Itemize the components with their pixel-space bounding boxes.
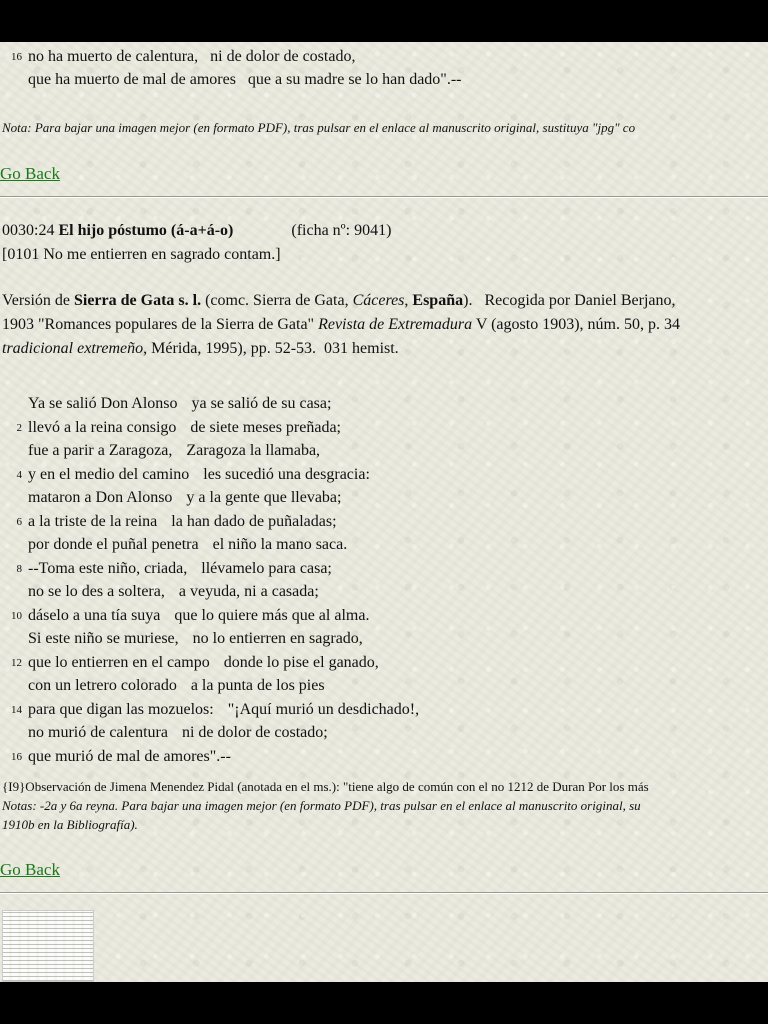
verse-number: 10 xyxy=(11,609,22,622)
entry-id: 0030:24 xyxy=(2,222,55,239)
second-hemistich: y a la gente que llevaba; xyxy=(186,489,342,506)
poem-line xyxy=(0,698,419,721)
poem-line xyxy=(0,745,245,768)
first-hemistich: --Toma este niño, criada, xyxy=(28,559,188,577)
first-hemistich: por donde el puñal penetra xyxy=(28,536,199,553)
first-hemistich: Si este niño se muriese, xyxy=(28,630,179,647)
poem-line xyxy=(0,533,347,556)
second-hemistich: Zaragoza la llamaba, xyxy=(186,442,321,459)
verse-number: 12 xyxy=(11,656,22,669)
top-black-bar xyxy=(0,0,768,42)
first-hemistich: llevó a la reina consigo xyxy=(28,418,177,436)
second-hemistich: "¡Aquí murió un desdichado!, xyxy=(227,700,420,718)
poem-line xyxy=(0,651,379,674)
poem-line xyxy=(0,463,370,486)
second-hemistich: ni de dolor de costado; xyxy=(181,724,328,741)
first-hemistich: y en el medio del camino xyxy=(28,465,190,483)
verse-number: 4 xyxy=(16,468,22,481)
verse-number: 2 xyxy=(16,421,22,434)
second-hemistich: a la punta de los pies xyxy=(190,677,325,694)
poem-line xyxy=(0,510,337,533)
bottom-black-bar xyxy=(0,982,768,1024)
second-hemistich: llévamelo para casa; xyxy=(201,559,332,577)
poem-line xyxy=(0,392,331,415)
poem-line xyxy=(0,557,332,580)
pdf-note: Nota: Para bajar una imagen mejor (en formato PDF), tras pulsar en el enlace al manuscrito original, sustituya "jpg" co xyxy=(2,120,636,135)
entry-header xyxy=(2,219,391,243)
poem-line xyxy=(0,416,341,439)
divider xyxy=(0,892,768,894)
notes-line-2: 1910b en la Bibliografía). xyxy=(2,817,138,832)
notes-line-1: Notas: -2a y 6a reyna. Para bajar una imagen mejor (en formato PDF), tras pulsar en el enlace al manuscrito original, su xyxy=(2,798,641,813)
verse-number: 16 xyxy=(11,750,22,763)
first-hemistich: fue a parir a Zaragoza, xyxy=(28,442,173,459)
first-hemistich: no se lo des a soltera, xyxy=(28,583,165,600)
poem-line xyxy=(0,674,325,697)
second-hemistich: el niño la mano saca. xyxy=(212,536,348,553)
poem-line xyxy=(0,721,328,744)
first-hemistich: para que digan las mozuelos: xyxy=(28,700,214,718)
poem-line xyxy=(0,604,369,627)
first-hemistich: con un letrero colorado xyxy=(28,677,177,694)
poem-line xyxy=(0,439,320,462)
verse-number: 6 xyxy=(16,515,22,528)
second-hemistich: donde lo pise el ganado, xyxy=(223,653,379,671)
manuscript-thumbnail[interactable] xyxy=(2,910,94,982)
second-hemistich: no lo entierren en sagrado, xyxy=(192,630,363,647)
second-hemistich: les sucedió una desgracia: xyxy=(203,465,370,483)
observation-note: {I9}Observación de Jimena Menendez Pidal (anotada en el ms.): "tiene algo de común con el no 1212 de Duran Por los más xyxy=(2,779,649,794)
verse-line: que ha muerto de mal de amores que a su madre se lo han dado".-- xyxy=(28,71,462,88)
entry-title: El hijo póstumo (á-a+á-o) xyxy=(58,222,234,239)
second-hemistich: ya se salió de su casa; xyxy=(191,395,332,412)
entry-ficha: (ficha nº: 9041) xyxy=(291,222,392,239)
go-back-link[interactable]: Go Back xyxy=(0,164,60,183)
verse-line: 16 no ha muerto de calentura, ni de dolor de costado, xyxy=(11,48,356,65)
poem-line xyxy=(0,486,341,509)
version-line-2: 1903 "Romances populares de la Sierra de Gata" Revista de Extremadura V (agosto 1903), núm. 50, p. 34 xyxy=(2,316,680,333)
first-hemistich: mataron a Don Alonso xyxy=(28,489,173,506)
verse-number: 14 xyxy=(11,703,22,716)
poem-line xyxy=(0,580,319,603)
first-hemistich: no murió de calentura xyxy=(28,724,168,741)
second-hemistich: que lo quiere más que al alma. xyxy=(174,606,370,624)
divider xyxy=(0,196,768,198)
poem-line xyxy=(0,627,363,650)
second-hemistich: la han dado de puñaladas; xyxy=(171,512,337,530)
first-hemistich: dáselo a una tía suya xyxy=(28,606,161,624)
verse-number: 8 xyxy=(16,562,22,575)
first-hemistich: que lo entierren en el campo xyxy=(28,653,210,671)
entry-ref: [0101 No me entierren en sagrado contam.] xyxy=(2,246,281,263)
first-hemistich: que murió de mal de amores".-- xyxy=(28,747,231,765)
second-hemistich: a veyuda, ni a casada; xyxy=(178,583,319,600)
first-hemistich: a la triste de la reina xyxy=(28,512,158,530)
version-line-1: Versión de Sierra de Gata s. l. (comc. Sierra de Gata, Cáceres, España). Recogida por Daniel Berjano, xyxy=(2,292,676,309)
second-hemistich: de siete meses preñada; xyxy=(190,418,341,436)
go-back-link-2[interactable]: Go Back xyxy=(0,860,60,879)
page-viewport[interactable] xyxy=(0,42,768,982)
first-hemistich: Ya se salió Don Alonso xyxy=(28,395,178,412)
version-line-3: tradicional extremeño, Mérida, 1995), pp. 52-53. 031 hemist. xyxy=(2,340,399,357)
